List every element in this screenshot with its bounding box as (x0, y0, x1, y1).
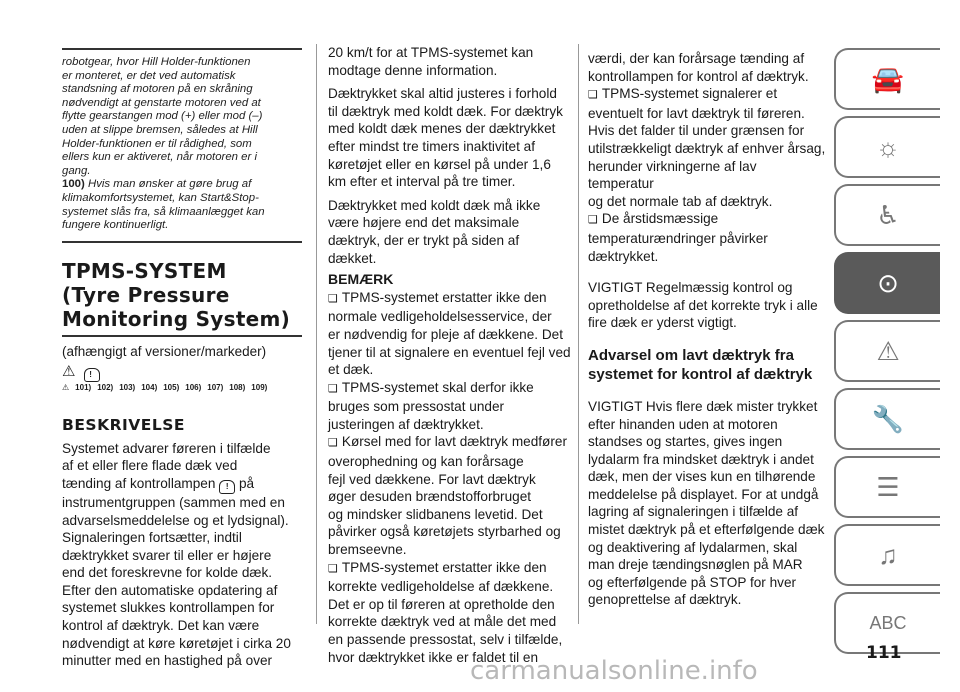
watermark: carmanualsonline.info (470, 656, 758, 686)
text-line: herunder virkningerne af lav temperatur (588, 158, 757, 192)
note-line: Hvis man ønsker at gøre brug af (87, 178, 252, 191)
title-line: (Tyre Pressure (62, 282, 230, 307)
text-line: nødvendigt at køre køretøjet i cirka 20 (62, 635, 291, 651)
text-line: VIGTIGT Hvis flere dæk mister trykket (588, 398, 818, 414)
note-line: uden at slippe bremsen, således at Hill (62, 123, 258, 136)
heading-line: systemet for kontrol af dæktryk (588, 365, 813, 383)
text-line: overophedning og kan forårsage (328, 454, 524, 470)
column-right (588, 50, 826, 609)
tab-multimedia[interactable] (834, 524, 940, 586)
ref-number: 107) (207, 382, 224, 392)
ref-number: 106) (185, 382, 202, 392)
text-line: tænding af kontrollampen ! på (62, 475, 302, 494)
text-line: en passende pressostat, selv i tilfælde, (328, 632, 563, 647)
column-divider (316, 44, 317, 624)
text-line: opretholdelse af det korrekte tryk i alle (588, 297, 818, 313)
text-line: Efter den automatiske opdatering af (62, 582, 278, 598)
text-line: temperaturændringer påvirker (588, 230, 768, 246)
text-line: justeringen af dæktrykket. (328, 416, 484, 432)
tab-driving[interactable] (834, 252, 940, 314)
tpms-icon: ! (219, 480, 235, 494)
text-line: lydalarm fra mindsket dæktryk i andet (588, 451, 814, 467)
version-note: (afhængigt af versioner/markeder) (62, 343, 267, 359)
heading-line: Advarsel om lavt dæktryk fra (588, 346, 794, 364)
note-line: systemet slås fra, så klimaanlægget kan (62, 205, 265, 218)
ref-number: 101) (75, 382, 92, 392)
column-left (62, 48, 302, 670)
multimedia-icon: ♫ (878, 539, 898, 570)
text-line: korrekte dæktryk ved at måle det med (328, 614, 557, 630)
note-line: gang. (62, 164, 91, 177)
text-line: dæktrykket. (588, 248, 659, 264)
text-line: være højere end det maksimale (328, 215, 520, 231)
note-line: ellers kun er aktiveret, når motoren er i (62, 151, 257, 164)
text-line: minutter med en hastighed på over (62, 653, 273, 669)
text-line: efter mindst tre timers inaktivitet af (328, 138, 535, 154)
bullet-item: ❑ Kørsel med for lavt dæktryk medfører (328, 433, 572, 453)
text-line: med koldt dæk menes der dæktrykket (328, 121, 556, 137)
text-line: fejl ved dækkene. For lavt dæktryk (328, 471, 536, 487)
title-line: TPMS-SYSTEM (62, 258, 227, 283)
section-title (62, 259, 302, 337)
dashboard-lights-icon: ☼ (876, 131, 900, 162)
text-line: påvirker også køretøjets styrbarhed og (328, 524, 561, 540)
text-line: køretøjet eller en kørsel på under 1,6 (328, 156, 551, 172)
text-line: efter hinanden uden at motoren (588, 416, 778, 432)
text-line: og deaktivering af lydalarmen, skal (588, 539, 798, 555)
text-line: standses og startes, gives ingen (588, 434, 783, 450)
bullet-item: ❑ TPMS-systemet erstatter ikke den (328, 289, 572, 309)
bullet-item: ❑ TPMS-systemet signalerer et (588, 85, 826, 105)
note-line: Holder-funktionen er til rådighed, som (62, 137, 252, 150)
ref-number: 105) (163, 382, 180, 392)
text-line: utilstrækkeligt dæktryk af enhver årsag, (588, 140, 826, 156)
beskrivelse-heading: BESKRIVELSE (62, 415, 185, 434)
text-line: Systemet advarer føreren i tilfælde (62, 440, 271, 456)
text-line: 20 km/t for at TPMS-systemet kan (328, 45, 534, 60)
text-line: VIGTIGT Regelmæssig kontrol og (588, 280, 793, 296)
specifications-icon: ☰ (876, 471, 900, 502)
text-line: Dæktrykket med koldt dæk må ikke (328, 197, 541, 213)
text-line: normale vedligeholdelsesservice, der (328, 309, 552, 325)
note-label: BEMÆRK (328, 271, 394, 288)
title-line: Monitoring System) (62, 306, 291, 331)
notes-box (62, 48, 302, 243)
text-line: hvor dæktrykket ikke er faldet til en (328, 649, 539, 665)
tpms-icon: ! (84, 368, 100, 382)
text-line: og efterfølgende på STOP for hver (588, 574, 797, 590)
warning-triangle-icon: ⚠ (62, 382, 70, 392)
text-line: kontrollampen for kontrol af dæktryk. (588, 68, 809, 84)
tab-dashboard[interactable] (834, 116, 940, 178)
text-line: modtage denne information. (328, 62, 498, 78)
ref-number: 104) (141, 382, 158, 392)
note-line: nødvendigt at genstarte motoren ved at (62, 96, 261, 109)
note-line: fungere kontinuerligt. (62, 219, 169, 232)
warning-triangle-icon: ⚠ (876, 335, 900, 366)
warning-triangle-icon: ⚠ (62, 362, 78, 380)
reference-numbers (62, 382, 302, 394)
column-divider (578, 44, 579, 624)
steering-wheel-icon: ⊙ (877, 267, 899, 298)
text-line: øger desuden brændstofforbruget (328, 489, 532, 505)
text-line: bremseevne. (328, 542, 407, 558)
tab-specifications[interactable] (834, 456, 940, 518)
text-line: genoprettelse af dæktryk. (588, 592, 742, 608)
bullet-item: ❑ De årstidsmæssige (588, 210, 826, 230)
car-info-icon: 🚘 (871, 63, 905, 94)
text-line: meddelelse på displayet. For at undgå (588, 486, 819, 502)
ref-number: 102) (97, 382, 114, 392)
tab-car-info[interactable] (834, 48, 940, 110)
text-line: dæk, men der vises kun en tilhørende (588, 469, 816, 485)
text-line: lagring af signaleringen i tilfælde af (588, 504, 799, 520)
note-100 (62, 178, 302, 192)
subsection-heading (588, 346, 826, 384)
note-line: er monteret, er det ved automatisk (62, 69, 236, 82)
note-line: flytte gearstangen mod (+) eller mod (–) (62, 110, 263, 123)
text-line: mistet dæktryk på et efterfølgende dæk (588, 522, 825, 538)
text-line: Det er op til føreren at opretholde den (328, 596, 555, 612)
text-line: Dæktrykket skal altid justeres i forhold (328, 86, 557, 102)
text-line: korrekte vedligeholdelse af dækkene. (328, 579, 554, 595)
ref-number: 103) (119, 382, 136, 392)
index-icon: ABC (869, 612, 907, 633)
text-line: dæktryk, der er trykt på siden af (328, 232, 520, 248)
text-line: man dreje tændingsnøglen på MAR (588, 557, 803, 573)
text-line: et dæk. (328, 362, 374, 378)
text-line: eventuelt for lavt dæktryk til føreren. (588, 105, 805, 121)
text-line: er nødvendig for pleje af dækkene. Det (328, 326, 564, 342)
bullet-item: ❑ TPMS-systemet erstatter ikke den (328, 559, 572, 579)
text-line: kontrol af dæktryk. Det kan være (62, 618, 260, 634)
beskrivelse-text (62, 440, 302, 670)
ref-number: 108) (229, 382, 246, 392)
note-line: standsning af motoren på en skråning (62, 83, 253, 96)
bullet-item: ❑ TPMS-systemet skal derfor ikke (328, 379, 572, 399)
text-line: km efter et interval på tre timer. (328, 174, 516, 190)
note-line: klimakomfortsystemet, kan Start&Stop- (62, 191, 259, 204)
tab-emergency[interactable] (834, 320, 940, 382)
text-line: af et eller flere flade dæk ved (62, 458, 238, 474)
text-line: end det foreskrevne for kolde dæk. (62, 565, 273, 581)
tab-maintenance[interactable] (834, 388, 940, 450)
airbag-icon: ♿ (876, 199, 900, 230)
text-line: Signaleringen fortsætter, indtil (62, 530, 242, 546)
chapter-tabs (834, 48, 940, 660)
text-line: tjener til at signalere en eventuel fejl ved (328, 344, 571, 360)
text-line: og mindsker slidbanens levetid. Det (328, 506, 543, 522)
car-wrench-icon: 🔧 (871, 403, 905, 434)
text-line: dækket. (328, 250, 377, 266)
note-line: robotgear, hvor Hill Holder-funktionen (62, 56, 251, 68)
text-line: dæktrykket svarer til eller er højere (62, 547, 272, 563)
text-line: instrumentgruppen (sammen med en (62, 494, 285, 510)
column-middle (328, 44, 572, 666)
text-line: fire dæk er yderst vigtigt. (588, 315, 737, 331)
text-line: og det normale tab af dæktryk. (588, 193, 773, 209)
ref-number: 109) (251, 382, 268, 392)
text-line: advarselsmeddelelse og et lydsignal). (62, 512, 289, 528)
text-line: bruges som pressostat under (328, 399, 505, 415)
tab-safety[interactable] (834, 184, 940, 246)
page-number: 111 (866, 643, 902, 663)
warning-icons (62, 362, 302, 380)
note-number: 100) (62, 178, 85, 191)
text-line: systemet slukkes kontrollampen for (62, 600, 275, 616)
text-line: Hvis det falder til under grænsen for (588, 123, 805, 139)
text-line: værdi, der kan forårsage tænding af (588, 51, 805, 66)
text-line: til dæktryk med koldt dæk. For dæktryk (328, 103, 563, 119)
